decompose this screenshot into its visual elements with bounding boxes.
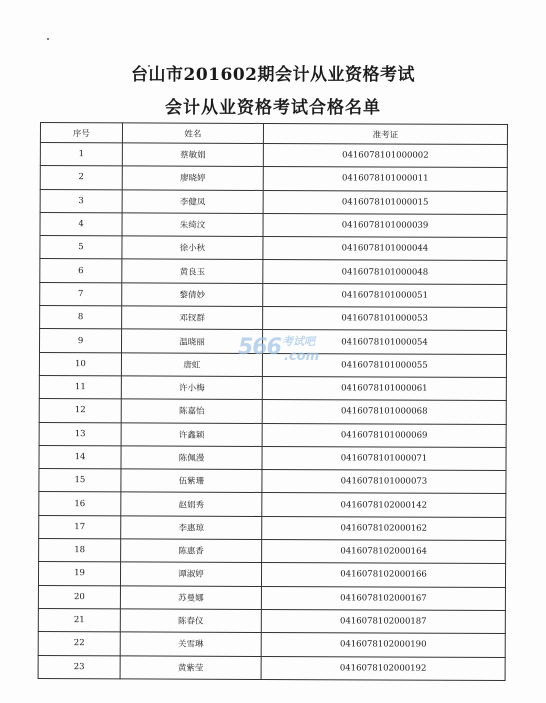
table-row (39, 352, 506, 377)
table-row (40, 143, 507, 168)
admission-ticket-cell: 0416078101000011 (263, 167, 507, 191)
serial-number-cell: 8 (40, 306, 122, 330)
serial-number-cell: 13 (39, 422, 121, 446)
serial-number-cell: 2 (40, 166, 122, 190)
serial-number-cell: 5 (40, 236, 122, 260)
admission-ticket-cell: 0416078101000044 (263, 237, 507, 261)
table-row (38, 655, 505, 680)
watermark-number: 566 (238, 335, 281, 360)
serial-number-cell: 20 (38, 585, 120, 609)
admission-ticket-cell: 0416078102000142 (262, 493, 506, 517)
scan-speck (47, 38, 49, 40)
admission-ticket-cell: 0416078101000073 (262, 470, 506, 494)
table-row (39, 492, 506, 517)
serial-number-cell: 7 (40, 282, 122, 306)
serial-number-cell: 16 (39, 492, 121, 516)
table-row (39, 399, 506, 424)
admission-ticket-cell: 0416078101000061 (262, 376, 506, 400)
table-row (39, 445, 506, 470)
serial-number-cell: 22 (38, 632, 120, 656)
serial-number-cell: 14 (39, 445, 121, 469)
serial-number-cell: 15 (39, 469, 121, 493)
table-row (38, 632, 505, 657)
table-row (40, 189, 507, 214)
admission-ticket-cell: 0416078101000002 (263, 143, 507, 167)
name-cell: 陈春仪 (120, 609, 261, 633)
serial-number-cell: 18 (39, 539, 121, 563)
name-cell: 李健凤 (122, 189, 263, 213)
admission-ticket-cell: 0416078101000015 (263, 190, 507, 214)
serial-number-cell: 4 (40, 212, 122, 236)
table-row (38, 562, 505, 587)
table-row (39, 469, 506, 494)
admission-ticket-cell: 0416078102000164 (262, 540, 506, 564)
name-cell: 邓钗群 (122, 306, 263, 330)
table-row (40, 212, 507, 237)
admission-ticket-cell: 0416078101000068 (262, 400, 506, 424)
watermark-domain: .com (284, 349, 320, 364)
serial-number-cell: 1 (40, 143, 122, 167)
serial-number-cell: 23 (38, 655, 120, 679)
serial-number-cell: 21 (38, 608, 120, 632)
header-admission-ticket: 准考证 (263, 123, 507, 144)
table-row (40, 259, 507, 284)
name-cell: 黎倩妙 (122, 283, 263, 307)
pass-list-table (38, 122, 508, 681)
name-cell: 廖晓婷 (122, 166, 263, 190)
serial-number-cell: 19 (38, 562, 120, 586)
table-row (39, 539, 506, 564)
serial-number-cell: 9 (39, 329, 121, 353)
serial-number-cell: 10 (39, 352, 121, 376)
admission-ticket-cell: 0416078102000192 (261, 656, 505, 680)
name-cell: 许鑫颖 (121, 422, 262, 446)
header-serial-number: 序号 (40, 123, 122, 143)
document-subtitle: 会计从业资格考试合格名单 (165, 98, 381, 118)
admission-ticket-cell: 0416078101000069 (262, 423, 506, 447)
admission-ticket-cell: 0416078101000055 (262, 353, 506, 377)
name-cell: 徐小秋 (122, 236, 263, 260)
table-row (40, 306, 507, 331)
table-row (39, 515, 506, 540)
admission-ticket-cell: 0416078102000166 (261, 563, 505, 587)
table-row (40, 166, 507, 191)
name-cell: 陈佩漫 (121, 446, 262, 470)
admission-ticket-cell: 0416078101000039 (263, 213, 507, 237)
name-cell: 苏曼娜 (120, 585, 261, 609)
serial-number-cell: 6 (40, 259, 122, 283)
table-row (40, 282, 507, 307)
serial-number-cell: 17 (39, 515, 121, 539)
name-cell: 伍紫珊 (121, 469, 262, 493)
name-cell: 李惠琼 (121, 516, 262, 540)
admission-ticket-cell: 0416078101000054 (262, 330, 506, 354)
name-cell: 谭淑婷 (120, 562, 261, 586)
name-cell: 朱绮汶 (122, 213, 263, 237)
table-header-row (40, 123, 507, 145)
name-cell: 陈嘉怡 (121, 399, 262, 423)
name-cell: 唐虹 (121, 353, 262, 377)
table-row (39, 375, 506, 400)
name-cell: 黄良玉 (122, 259, 263, 283)
name-cell: 蔡敏娟 (122, 143, 263, 167)
admission-ticket-cell: 0416078101000053 (263, 307, 507, 331)
watermark-text: 考试吧 (282, 335, 315, 348)
admission-ticket-cell: 0416078102000190 (261, 633, 505, 657)
name-cell: 温晓丽 (121, 329, 262, 353)
name-cell: 黄紫莹 (120, 655, 261, 679)
table-row (38, 585, 505, 610)
serial-number-cell: 3 (40, 189, 122, 213)
admission-ticket-cell: 0416078102000162 (262, 516, 506, 540)
name-cell: 许小梅 (121, 376, 262, 400)
admission-ticket-cell: 0416078102000167 (261, 586, 505, 610)
admission-ticket-cell: 0416078101000051 (263, 283, 507, 307)
name-cell: 关雪琳 (120, 632, 261, 656)
name-cell: 陈惠香 (121, 539, 262, 563)
table-row (40, 236, 507, 261)
serial-number-cell: 11 (39, 375, 121, 399)
table-row (39, 422, 506, 447)
admission-ticket-cell: 0416078102000187 (261, 609, 505, 633)
serial-number-cell: 12 (39, 399, 121, 423)
header-name: 姓名 (122, 123, 263, 144)
table-row (39, 329, 506, 354)
table-row (38, 608, 505, 633)
admission-ticket-cell: 0416078101000071 (262, 446, 506, 470)
admission-ticket-cell: 0416078101000048 (263, 260, 507, 284)
document-title: 台山市201602期会计从业资格考试 (131, 65, 415, 85)
name-cell: 赵娟秀 (121, 492, 262, 516)
